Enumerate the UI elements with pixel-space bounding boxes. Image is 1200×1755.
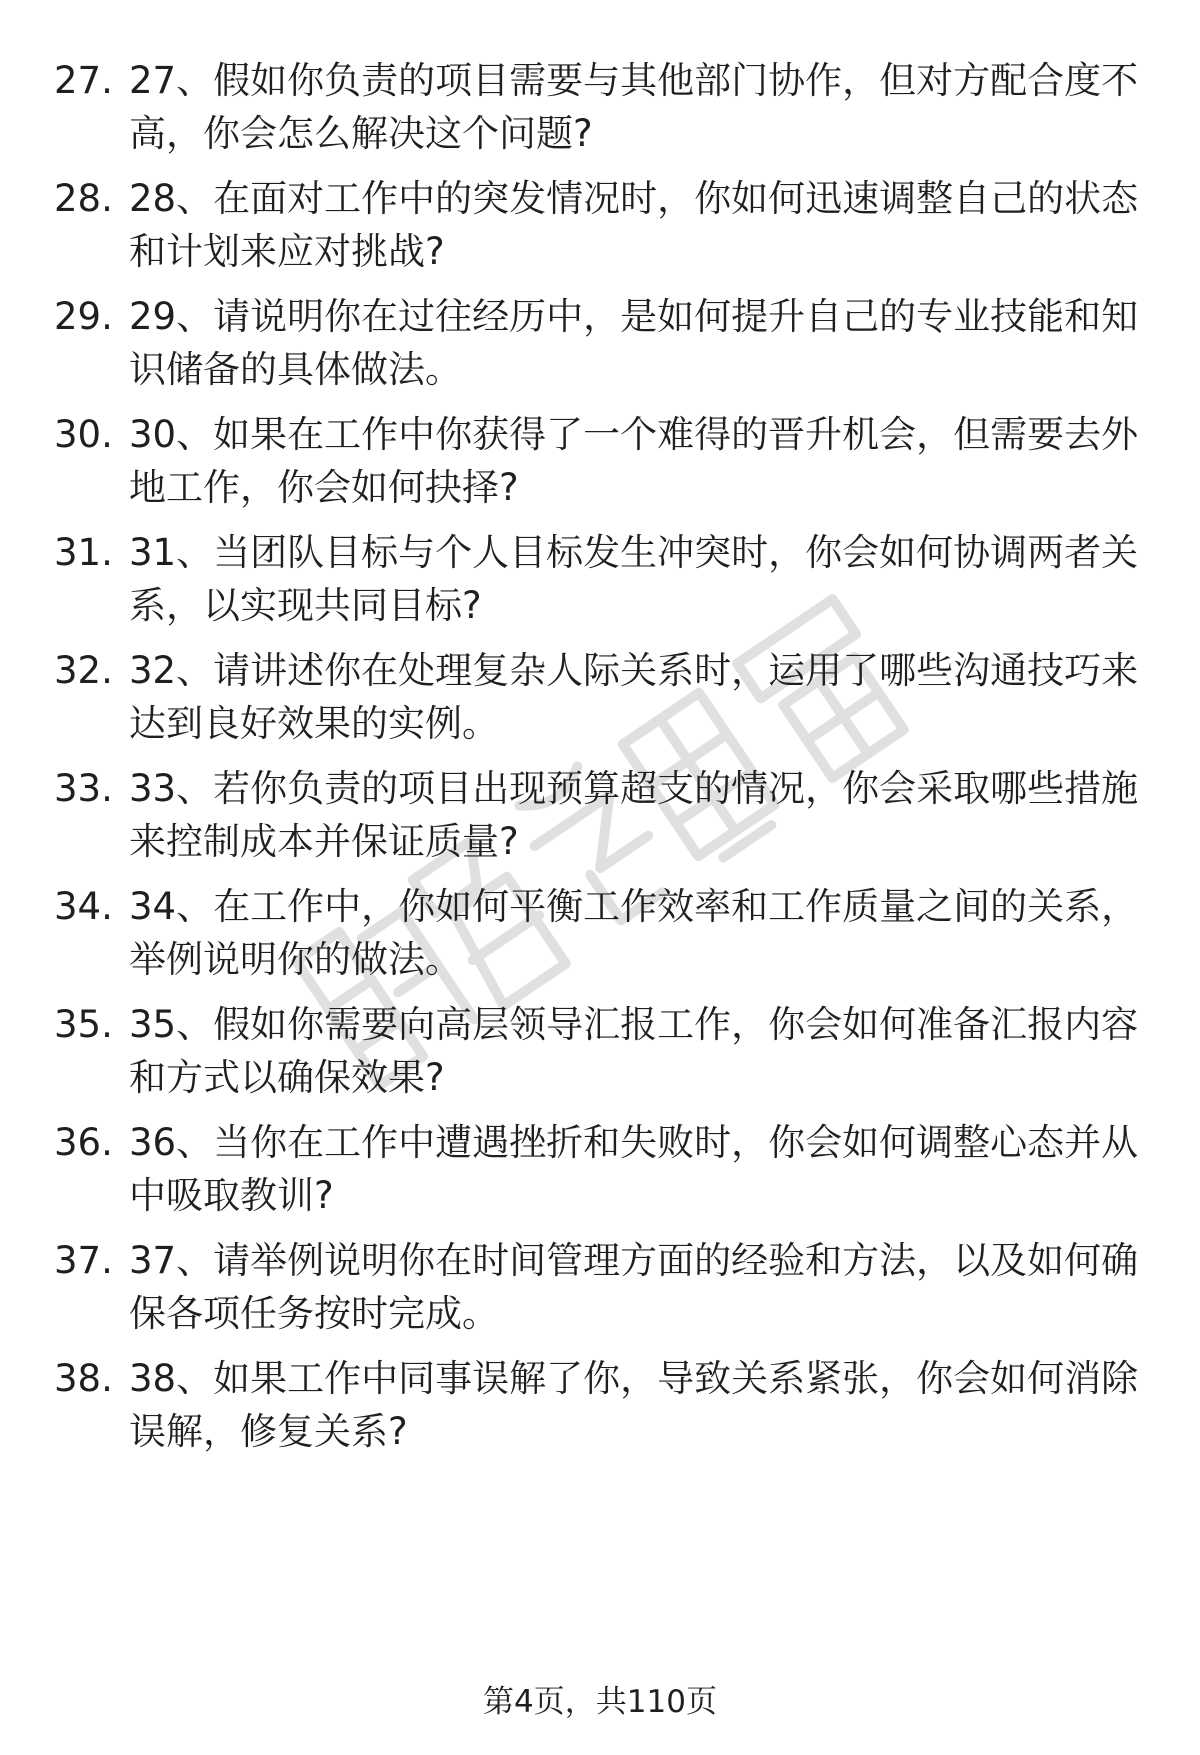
question-number: 33. <box>54 767 113 810</box>
list-item <box>0 1116 1200 1236</box>
question-text: 29、请说明你在过往经历中，是如何提升自己的专业技能和知识储备的具体做法。 <box>129 295 1139 391</box>
question-number: 32. <box>54 649 113 692</box>
list-item <box>0 54 1200 174</box>
list-item <box>0 644 1200 764</box>
question-text: 31、当团队目标与个人目标发生冲突时，你会如何协调两者关系，以实现共同目标? <box>129 531 1139 627</box>
question-text: 36、当你在工作中遭遇挫折和失败时，你会如何调整心态并从中吸取教训? <box>129 1121 1139 1217</box>
list-item <box>0 290 1200 410</box>
question-text: 34、在工作中，你如何平衡工作效率和工作质量之间的关系，举例说明你的做法。 <box>129 885 1139 981</box>
question-text: 27、假如你负责的项目需要与其他部门协作，但对方配合度不高，你会怎么解决这个问题? <box>129 59 1139 155</box>
question-text: 33、若你负责的项目出现预算超支的情况，你会采取哪些措施来控制成本并保证质量? <box>129 767 1139 863</box>
question-text: 32、请讲述你在处理复杂人际关系时，运用了哪些沟通技巧来达到良好效果的实例。 <box>129 649 1139 745</box>
question-number: 28. <box>54 177 113 220</box>
list-item <box>0 762 1200 882</box>
list-item <box>0 408 1200 528</box>
question-number: 29. <box>54 295 113 338</box>
question-number: 30. <box>54 413 113 456</box>
question-text: 30、如果在工作中你获得了一个难得的晋升机会，但需要去外地工作，你会如何抉择? <box>129 413 1139 509</box>
question-text: 38、如果工作中同事误解了你，导致关系紧张，你会如何消除误解，修复关系? <box>129 1357 1139 1453</box>
question-number: 31. <box>54 531 113 574</box>
page-footer: 第4页，共110页 <box>483 1684 717 1720</box>
list-item <box>0 1234 1200 1354</box>
list-item <box>0 1352 1200 1472</box>
list-item <box>0 526 1200 646</box>
question-text: 37、请举例说明你在时间管理方面的经验和方法，以及如何确保各项任务按时完成。 <box>129 1239 1139 1335</box>
list-item <box>0 880 1200 1000</box>
question-number: 37. <box>54 1239 113 1282</box>
question-text: 35、假如你需要向高层领导汇报工作，你会如何准备汇报内容和方式以确保效果? <box>129 1003 1139 1099</box>
list-item <box>0 172 1200 292</box>
question-number: 35. <box>54 1003 113 1046</box>
question-number: 38. <box>54 1357 113 1400</box>
question-number: 36. <box>54 1121 113 1164</box>
question-number: 34. <box>54 885 113 928</box>
question-number: 27. <box>54 59 113 102</box>
list-item <box>0 998 1200 1118</box>
question-text: 28、在面对工作中的突发情况时，你如何迅速调整自己的状态和计划来应对挑战? <box>129 177 1139 273</box>
